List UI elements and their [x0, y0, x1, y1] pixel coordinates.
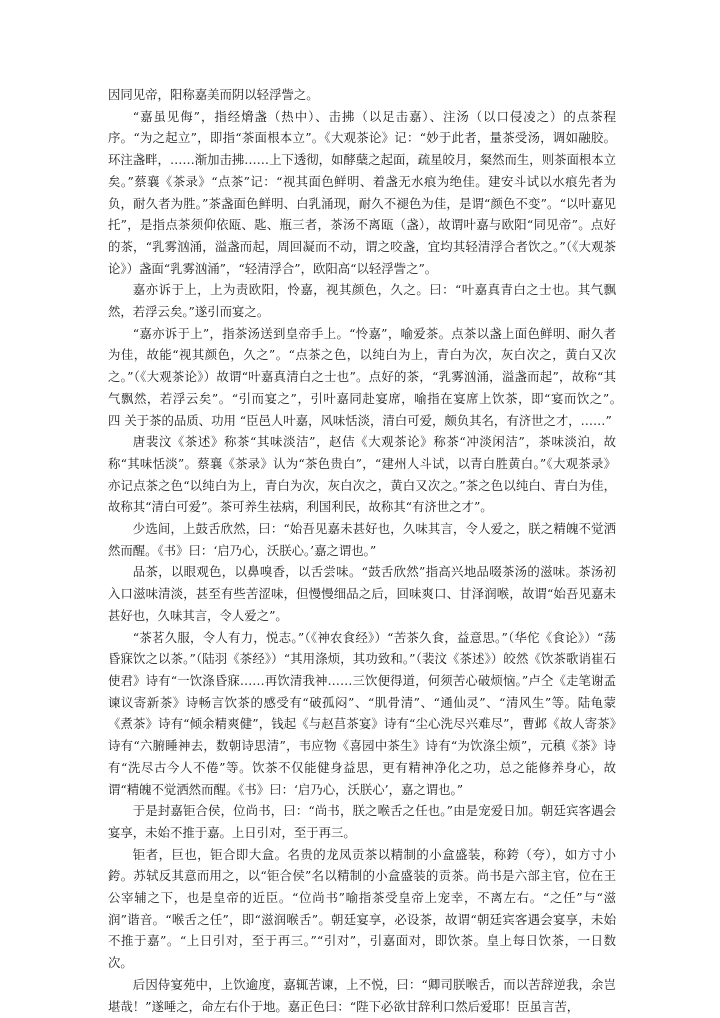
- document-page: [108, 84, 629, 1017]
- paragraph-4: “嘉亦诉于上”，指茶汤送到皇帝手上。“怜嘉”，喻爱茶。点茶以盏上面色鲜明、耐久者为佳，故能“视其颜色，久之”。“点茶之色，以纯白为上，青白为次，灰白次之，黄白又次之。”（《大观茶论》）故谓“叶嘉真清白之士也”。点好的茶，“乳雾汹涌，溢盏而起”，故称“其气飘然，若浮云矣”。“引而宴之”，引叶嘉同赴宴席，喻指在宴席上饮茶，即“宴而饮之”。 四 关于茶的品质、功用 “臣邑人叶嘉，风味恬淡，清白可爱，颇负其名，有济世之才，……”: [108, 325, 629, 428]
- paragraph-7: 品茶，以眼观色，以鼻嗅香，以舌尝味。“鼓舌欣然”指高兴地品啜茶汤的滋味。茶汤初入口滋味清淡，甚至有些苦涩味，但慢慢细品之后，回味爽口、甘泽润喉，故谓“始吾见嘉未甚好也，久味其言，令人爱之”。: [108, 564, 616, 623]
- paragraph-5: 唐裴汶《茶述》称茶“其味淡洁”，赵佶《大观茶论》称茶“冲淡闲洁”，茶味淡泊，故称“其味恬淡”。蔡襄《茶录》认为“茶色贵白”，“建州人斗试，以青白胜黄白。”《大观茶录》亦记点茶之色“以纯白为上，青白为次，灰白次之，黄白又次之。”茶之色以纯白、青白为佳，故称其“清白可爱”。茶可养生祛病，利国利民，故称其“有济世之才”。: [108, 434, 616, 515]
- paragraph-10: 钜者，巨也，钜合即大盒。名贵的龙凤贡茶以精制的小盒盛装，称銙（夸），如方寸小銙。苏轼反其意而用之，以“钜合侯”名以精制的小盒盛装的贡茶。尚书是六部主官，位在王公宰辅之下，也是皇帝的近臣。“位尚书”喻指茶受皇帝上宠幸，不离左右。“之任”与“滋润”谐音。“喉舌之任”，即“滋润喉舌”。朝廷宴享，必设茶，故谓“朝廷宾客遇会宴享，未始不推于嘉”。“上日引对，至于再三。”“引对”，引嘉面对，即饮茶。皇上每日饮茶，一日数次。: [108, 846, 616, 971]
- paragraph-2: “嘉虽见侮”，指经熁盏（热中）、击拂（以足击嘉）、注汤（以口侵凌之）的点茶程序。“为之起立”，即指“茶面根本立”。《大观茶论》记：“妙于此者，量茶受汤，调如融胶。环注盏畔，……渐加击拂……上下透彻，如酵蘖之起面，疏星皎月，粲然而生，则茶面根本立矣。”蔡襄《茶录》“点茶”记：“视其面色鲜明、着盏无水痕为绝佳。建安斗试以水痕先者为负，耐久者为胜。”茶盏面色鲜明、白乳涌现，耐久不褪色为佳，是谓“颜色不变”。“以叶嘉见托”，是指点茶须仰依瓯、匙、瓶三者，茶汤不离瓯（盏），故谓叶嘉与欧阳“同见帝”。点好的茶，“乳雾汹涌，溢盏而起，周回凝而不动，谓之咬盏，宜均其轻清浮合者饮之。”（《大观茶论》）盏面“乳雾汹涌”，“轻清浮合”，欧阳高“以轻浮訾之”。: [108, 108, 617, 276]
- paragraph-11: 后因侍宴苑中，上饮逾度，嘉辄苦谏，上不悦，曰：“卿司朕喉舌，而以苦辞逆我，余岂堪哉！”遂唾之，命左右仆于地。嘉正色曰：“陛下必欲甘辞利口然后爱耶！臣虽言苦，: [108, 976, 616, 1014]
- paragraph-9: 于是封嘉钜合侯，位尚书，曰：“尚书，朕之喉舌之任也。”由是宠爱日加。朝廷宾客遇会宴享，未始不推于嘉。上日引对，至于再三。: [108, 803, 616, 840]
- paragraph-1: 因同见帝，阳称嘉美而阴以轻浮訾之。: [108, 87, 319, 102]
- paragraph-3: 嘉亦诉于上，上为责欧阳，怜嘉，视其颜色，久之。曰：“叶嘉真青白之士也。其气飘然，若浮云矣。”遂引而宴之。: [108, 282, 616, 320]
- paragraph-6: 少选间，上鼓舌欣然，曰：“始吾见嘉未甚好也，久味其言，令人爱之，朕之精魄不觉洒然而醒。《书》曰：‘启乃心，沃朕心。’嘉之谓也。”: [108, 521, 616, 558]
- paragraph-8: “茶茗久服，令人有力，悦志。”（《神农食经》）“苦茶久食，益意思。”（华佗《食论》）“荡昏寐饮之以茶。”（陆羽《茶经》）“其用涤烦，其功致和。”（裴汶《茶述》）皎然《饮茶歌诮崔石使君》诗有“一饮涤昏寐……再饮清我神……三饮便得道，何须苦心破烦恼。”卢仝《走笔谢孟谏议寄新茶》诗畅言饮茶的感受有“破孤闷”、“肌骨清”、“通仙灵”、“清风生”等。陆龟蒙《煮茶》诗有“倾余精爽健”，钱起《与赵莒茶宴》诗有“尘心洗尽兴难尽”，曹邺《故人寄茶》诗有“六腑睡神去，数朝诗思清”，韦应物《喜园中茶生》诗有“为饮涤尘烦”，元稹《茶》诗有“洗尽古今人不倦”等。饮茶不仅能健身益思，更有精神净化之功，总之能修养身心，故谓“精魄不觉洒然而醒。《书》曰：‘启乃心，沃朕心’，嘉之谓也。”: [108, 629, 616, 797]
